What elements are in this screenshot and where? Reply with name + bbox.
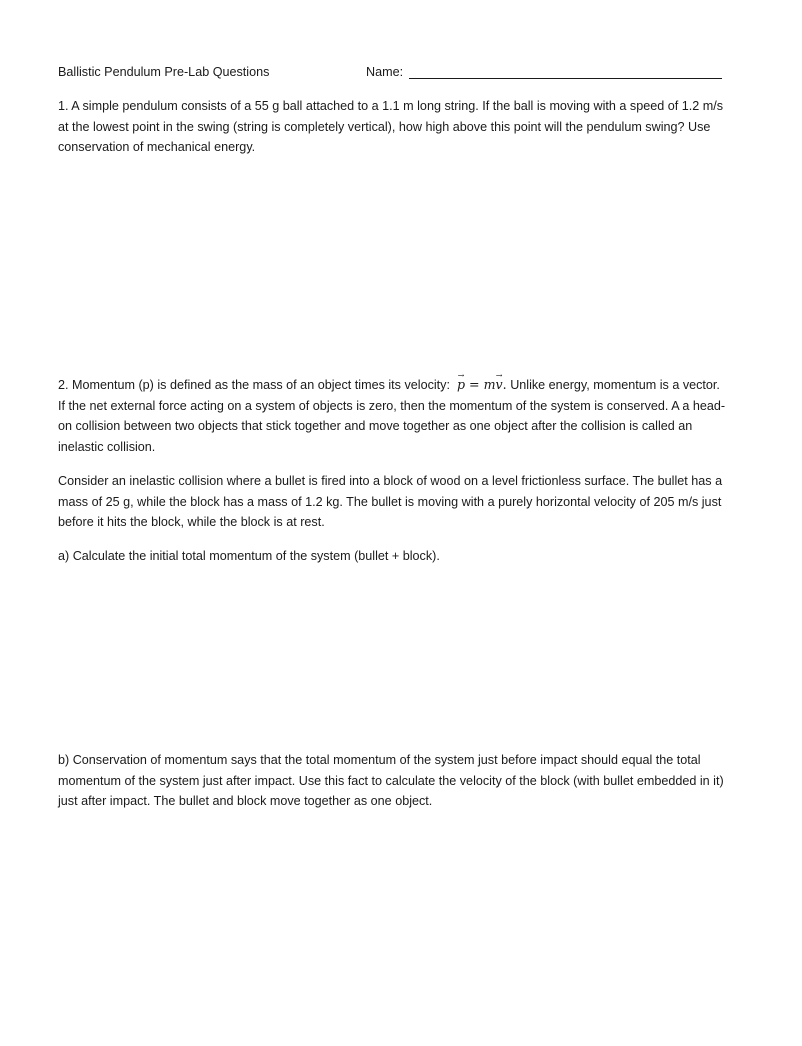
mass-symbol: m [483, 377, 496, 392]
question-2 [58, 375, 730, 457]
formula-period: . [502, 377, 507, 392]
question-2-intro: 2. Momentum (p) is defined as the mass of an object times its velocity: [58, 378, 450, 392]
formula-equals: = [465, 377, 484, 392]
document-title: Ballistic Pendulum Pre-Lab Questions [58, 65, 270, 79]
question-2-context: Consider an inelastic collision where a bullet is fired into a block of wood on a level frictionless surface. The bullet has a mass of 25 g, while the block has a mass of 1.2 kg. The bullet is moving with a purely horizontal velocity of 205 m/s just before it hits the block, while the block is at rest. [58, 474, 723, 529]
question-1: 1. A simple pendulum consists of a 55 g ball attached to a 1.1 m long string. If the ball is moving with a speed of 1.2 m/s at the lowest point in the swing (string is completely vertical), how high above this point will the pendulum swing? Use conservation of mechanical energy. [58, 99, 724, 154]
question-2-body: Unlike energy, momentum is a vector. If the net external force acting on a system of objects is zero, then the momentum of the system is conserved. A a head-on collision between two objects that stick together and move together as one object after the collision is called an inelastic collision. [58, 378, 726, 454]
worksheet-header [58, 65, 728, 83]
question-2-part-a: a) Calculate the initial total momentum of the system (bullet + block). [58, 549, 440, 563]
question-2-part-b: b) Conservation of momentum says that the total momentum of the system just before impact should equal the total momentum of the system just after impact. Use this fact to calculate the velocity of the block (with bullet embedded in it) just after impact. The bullet and block move together as one object. [58, 753, 724, 808]
velocity-vector-symbol: → v [496, 375, 503, 396]
momentum-vector-symbol: → p [457, 375, 465, 396]
name-blank-line[interactable] [409, 78, 722, 79]
name-label: Name: [366, 65, 404, 79]
momentum-formula [457, 377, 507, 392]
